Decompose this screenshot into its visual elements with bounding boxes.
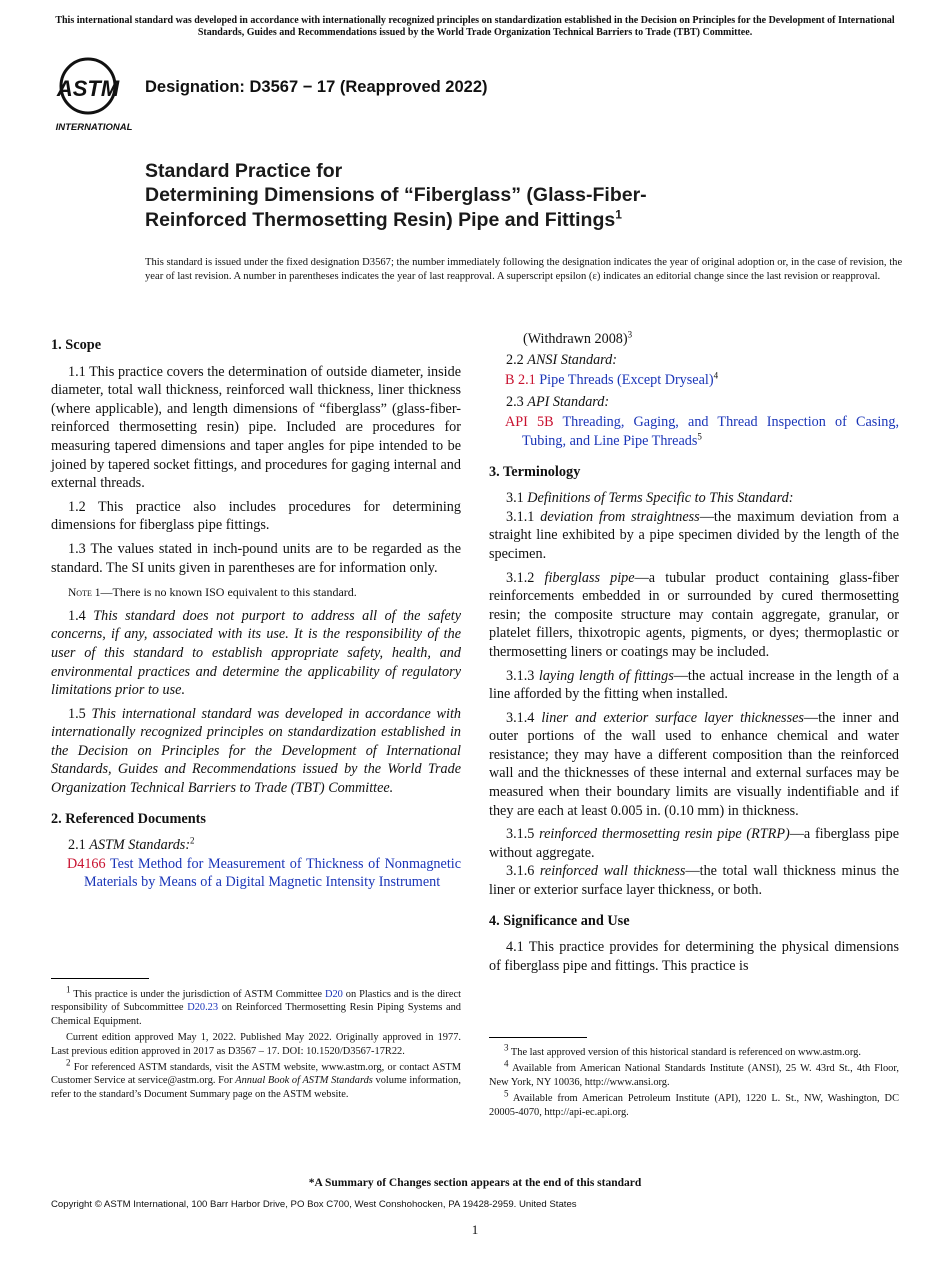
para-2-2-num: 2.2 xyxy=(506,351,524,368)
term-liner-thickness: liner and exterior surface layer thicknesses xyxy=(541,709,804,726)
ref-b21-sup: 4 xyxy=(713,370,719,381)
page-number: 1 xyxy=(471,1222,479,1237)
left-column xyxy=(51,330,461,895)
note-1 xyxy=(51,583,461,603)
section-heading-terminology: 3. Terminology xyxy=(489,463,581,480)
para-1-5-num: 1.5 xyxy=(68,705,86,722)
para-2-3-label: API Standard: xyxy=(527,393,610,410)
para-1-4-num: 1.4 xyxy=(68,607,86,624)
summary-of-changes-notice: *A Summary of Changes section appears at the end of this standard xyxy=(308,1177,642,1189)
ref-api5b xyxy=(489,413,899,450)
title-line-1: Standard Practice for xyxy=(145,160,343,182)
para-1-4 xyxy=(51,607,461,700)
para-1-5-text: This international standard was developed in accordance with internationally recognized principles on standardization established in the Decision on Principles for the Development of International Standards, Guides and Recommendations issued by the World Trade Organization Technical Barriers to Trade (TBT) Committee. xyxy=(51,705,461,797)
para-3-1-3-def: —the actual increase in the length of a line afforded by the fitting when installed. xyxy=(489,667,899,703)
para-3-1-6 xyxy=(489,862,899,899)
note-1-text: —There is no known ISO equivalent to this standard. xyxy=(100,585,357,600)
para-3-1 xyxy=(489,489,899,508)
para-3-1-2-def: —a tubular product containing glass-fiber reinforcements embedded in or surrounded by cured thermosetting resin; the composite structure may contain aggregate, granular, or platelet fillers, thixotropic agents, pigments, or dyes; thermoplastic or thermosetting liners or coatings may be included. xyxy=(489,569,900,660)
ref-d4166 xyxy=(51,855,461,892)
para-2-1 xyxy=(51,836,461,855)
section-heading-scope: 1. Scope xyxy=(51,337,102,353)
para-3-1-5-def: —a fiberglass pipe without aggregate. xyxy=(489,826,900,861)
section-heading-significance: 4. Significance and Use xyxy=(489,912,630,929)
document-title xyxy=(145,160,905,233)
designation: Designation: D3567 − 17 (Reapproved 2022) xyxy=(145,78,488,96)
footnote-1-text-b: on Plastics and is the direct responsibility of Subcommittee xyxy=(51,989,461,1014)
astm-logo xyxy=(52,56,136,132)
para-4-1: 4.1 This practice provides for determining the physical dimensions of fiberglass pipe and fittings. This practice is xyxy=(489,939,899,974)
para-3-1-2-num: 3.1.2 xyxy=(506,569,535,586)
para-2-2 xyxy=(489,351,899,370)
footnote-5-text: Available from American Petroleum Institute (API), 1220 L. St., NW, Washington, DC 20005-4070, http://api-ec.api.org. xyxy=(489,1093,899,1118)
note-1-label: Note 1 xyxy=(68,587,101,600)
para-3-1-6-def: —the total wall thickness minus the liner or exterior surface layer thickness, or both. xyxy=(489,863,900,899)
title-line-3 xyxy=(145,208,905,233)
title-line-2: Determining Dimensions of “Fiberglass” (Glass-Fiber- xyxy=(145,184,647,206)
footnote-1: $^1$ This practice is under the jurisdiction of ASTM Committee D20 on Plastics and is the direct responsibility of Subcommittee D20.23 on Reinforced Thermosetting Resin Piping Systems and Chemical Equipment. xyxy=(51,984,461,1027)
committee-d20-link[interactable]: D20 xyxy=(324,989,343,1000)
footnote-3-text: The last approved version of this historical standard is referenced on www.astm.org. xyxy=(510,1047,861,1058)
para-3-1-2 xyxy=(489,569,899,662)
para-2-1-sup: 2 xyxy=(190,835,195,846)
footnotes-left xyxy=(51,984,461,1104)
footnote-2: $^2$ For referenced ASTM standards, visit the ASTM website, www.astm.org, or contact ASTM Customer Service at service@astm.org. For Annual Book of ASTM Standards volume information, refer to the standard’s Document Summary page on the ASTM website. xyxy=(51,1057,461,1100)
term-reinforced-wall-thickness: reinforced wall thickness xyxy=(539,863,686,880)
ref-b21-title-link[interactable]: Pipe Threads (Except Dryseal) xyxy=(539,372,714,389)
para-3-1-4 xyxy=(489,709,899,821)
para-1-5 xyxy=(51,705,461,798)
ref-b21 xyxy=(489,371,899,390)
ref-api5b-sup: 5 xyxy=(697,431,702,442)
footnote-2-text-b: volume information, refer to the standard’s Document Summary page on the ASTM website. xyxy=(51,1075,461,1100)
para-3-1-1-def: —the maximum deviation from a straight line exhibited by a pipe specimen divided by the length of the specimen. xyxy=(489,508,899,562)
para-1-4-text: This standard does not purport to address all of the safety concerns, if any, associated with its use. It is the responsibility of the user of this standard to establish appropriate safety, health, and environmental practices and determine the applicability of regulatory limitations prior to use. xyxy=(51,607,461,699)
para-3-1-6-num: 3.1.6 xyxy=(506,863,535,880)
para-1-3: 1.3 The values stated in inch-pound units are to be regarded as the standard. The SI units given in parentheses are for information only. xyxy=(51,540,461,576)
para-2-1-num: 2.1 xyxy=(68,837,86,854)
term-deviation-from-straightness: deviation from straightness xyxy=(540,508,700,525)
ref-d4166-note: (Withdrawn 2008) xyxy=(523,331,628,347)
footnote-rule-left xyxy=(51,978,149,979)
tbt-notice: This international standard was developed in accordance with internationally recognized principles on standardization established in the Decision on Principles for the Development of International Standards, Guides and Recommendations issued by the World Trade Organization Technical Barriers to Trade (TBT) Committee. xyxy=(55,15,895,38)
para-2-2-label: ANSI Standard: xyxy=(527,351,617,368)
copyright-line: Copyright © ASTM International, 100 Barr Harbor Drive, PO Box C700, West Conshohocken, PA 19428-2959. United States xyxy=(51,1199,577,1210)
subcommittee-d2023-link[interactable]: D20.23 xyxy=(187,1002,219,1014)
para-2-3 xyxy=(489,393,899,412)
para-3-1-1 xyxy=(489,508,899,564)
para-2-1-label: ASTM Standards: xyxy=(89,837,191,854)
ref-d4166-title-link[interactable]: Test Method for Measurement of Thickness of Nonmagnetic Materials by Means of a Digital Magnetic Intensity Instrument xyxy=(84,855,461,891)
para-3-1-4-def: —the inner and outer portions of the wall used to enhance chemical and water resistance; they may have a different composition than the reinforced wall and the thicknesses of these internal and external surfaces may be measured when their boundary limits are visually indentifiable and if they are each at least 0.005 in. (0.10 mm) in thickness. xyxy=(489,709,899,819)
footnote-2-italic: Annual Book of ASTM Standards xyxy=(235,1075,373,1087)
footnote-3: $^3$ The last approved version of this historical standard is referenced on www.astm.org. xyxy=(504,1042,861,1058)
para-1-1: 1.1 This practice covers the determination of outside diameter, inside diameter, total wall thickness, reinforced wall thickness, liner thickness (where applicable), and length dimensions of “fiberglass” (glass-fiber-reinforced thermosetting resin) pipe. Included are procedures for measuring tapered dimensions and taper angles for pipe intended to be joined by tapered socket fittings, and procedures for gaging internal and external threads. xyxy=(51,363,461,492)
title-footnote-mark: 1 xyxy=(615,207,622,222)
ref-d4166-code[interactable]: D4166 xyxy=(67,855,106,872)
para-3-1-4-num: 3.1.4 xyxy=(506,709,535,726)
footnote-1-text-a: This practice is under the jurisdiction of ASTM Committee xyxy=(73,989,325,1000)
footnote-1-edition: Current edition approved May 1, 2022. Published May 2022. Originally approved in 1977. Last previous edition approved in 2017 as D3567 – 17. DOI: 10.1520/D3567-17R22. xyxy=(51,1032,461,1057)
footnote-4-text: Available from American National Standards Institute (ANSI), 25 W. 43rd St., 4th Floor, New York, NY 10036, http://www.ansi.org. xyxy=(489,1063,899,1088)
para-3-1-5-num: 3.1.5 xyxy=(506,826,535,843)
footnote-5: $^5$ Available from American Petroleum Institute (API), 1220 L. St., NW, Washington, DC 20005-4070, http://api-ec.api.org. xyxy=(489,1088,899,1118)
ref-api5b-code[interactable]: API 5B xyxy=(505,414,554,431)
title-line-3-text: Reinforced Thermosetting Resin) Pipe and Fittings xyxy=(145,209,616,231)
para-3-1-5 xyxy=(489,825,899,862)
term-fiberglass-pipe: fiberglass pipe xyxy=(544,569,635,586)
logo-mark: ASTM xyxy=(56,76,120,101)
ref-d4166-sup: 3 xyxy=(627,329,633,340)
term-laying-length: laying length of fittings xyxy=(538,667,674,684)
para-3-1-label: Definitions of Terms Specific to This Standard: xyxy=(527,490,794,507)
section-heading-referenced: 2. Referenced Documents xyxy=(51,810,206,827)
para-2-3-num: 2.3 xyxy=(506,393,524,410)
ref-api5b-title-link[interactable]: Threading, Gaging, and Thread Inspection of Casing, Tubing, and Line Pipe Threads xyxy=(522,414,899,449)
ref-d4166-continued xyxy=(523,330,899,349)
term-rtrp: reinforced thermosetting resin pipe (RTRP) xyxy=(539,826,790,843)
para-3-1-1-num: 3.1.1 xyxy=(506,508,535,525)
para-3-1-num: 3.1 xyxy=(506,490,524,507)
logo-subtitle: INTERNATIONAL xyxy=(55,122,133,132)
footnote-2-text-a: For referenced ASTM standards, visit the ASTM website, www.astm.org, or contact ASTM Customer Service at service@astm.org. For xyxy=(51,1062,461,1087)
issuance-statement: This standard is issued under the fixed designation D3567; the number immediately following the designation indicates the year of original adoption or, in the case of revision, the year of last revision. A number in parentheses indicates the year of last reapproval. A superscript epsilon (ε) indicates an editorial change since the last revision or reapproval. xyxy=(145,257,903,282)
footnote-4: $^4$ Available from American National Standards Institute (ANSI), 25 W. 43rd St., 4th Floor, New York, NY 10036, http://www.ansi.org. xyxy=(489,1058,899,1088)
para-1-2: 1.2 This practice also includes procedures for determining dimensions for fiberglass pipe fittings. xyxy=(51,498,461,534)
footnote-rule-right xyxy=(489,1037,587,1038)
para-3-1-3-num: 3.1.3 xyxy=(506,667,535,684)
para-3-1-3 xyxy=(489,667,899,704)
footnote-1-text-c: on Reinforced Thermosetting Resin Piping Systems and Chemical Equipment. xyxy=(51,1002,461,1027)
astm-logo-icon xyxy=(52,56,136,132)
right-column xyxy=(489,330,899,980)
ref-b21-code[interactable]: B 2.1 xyxy=(505,372,536,389)
footnotes-right xyxy=(489,1042,899,1122)
